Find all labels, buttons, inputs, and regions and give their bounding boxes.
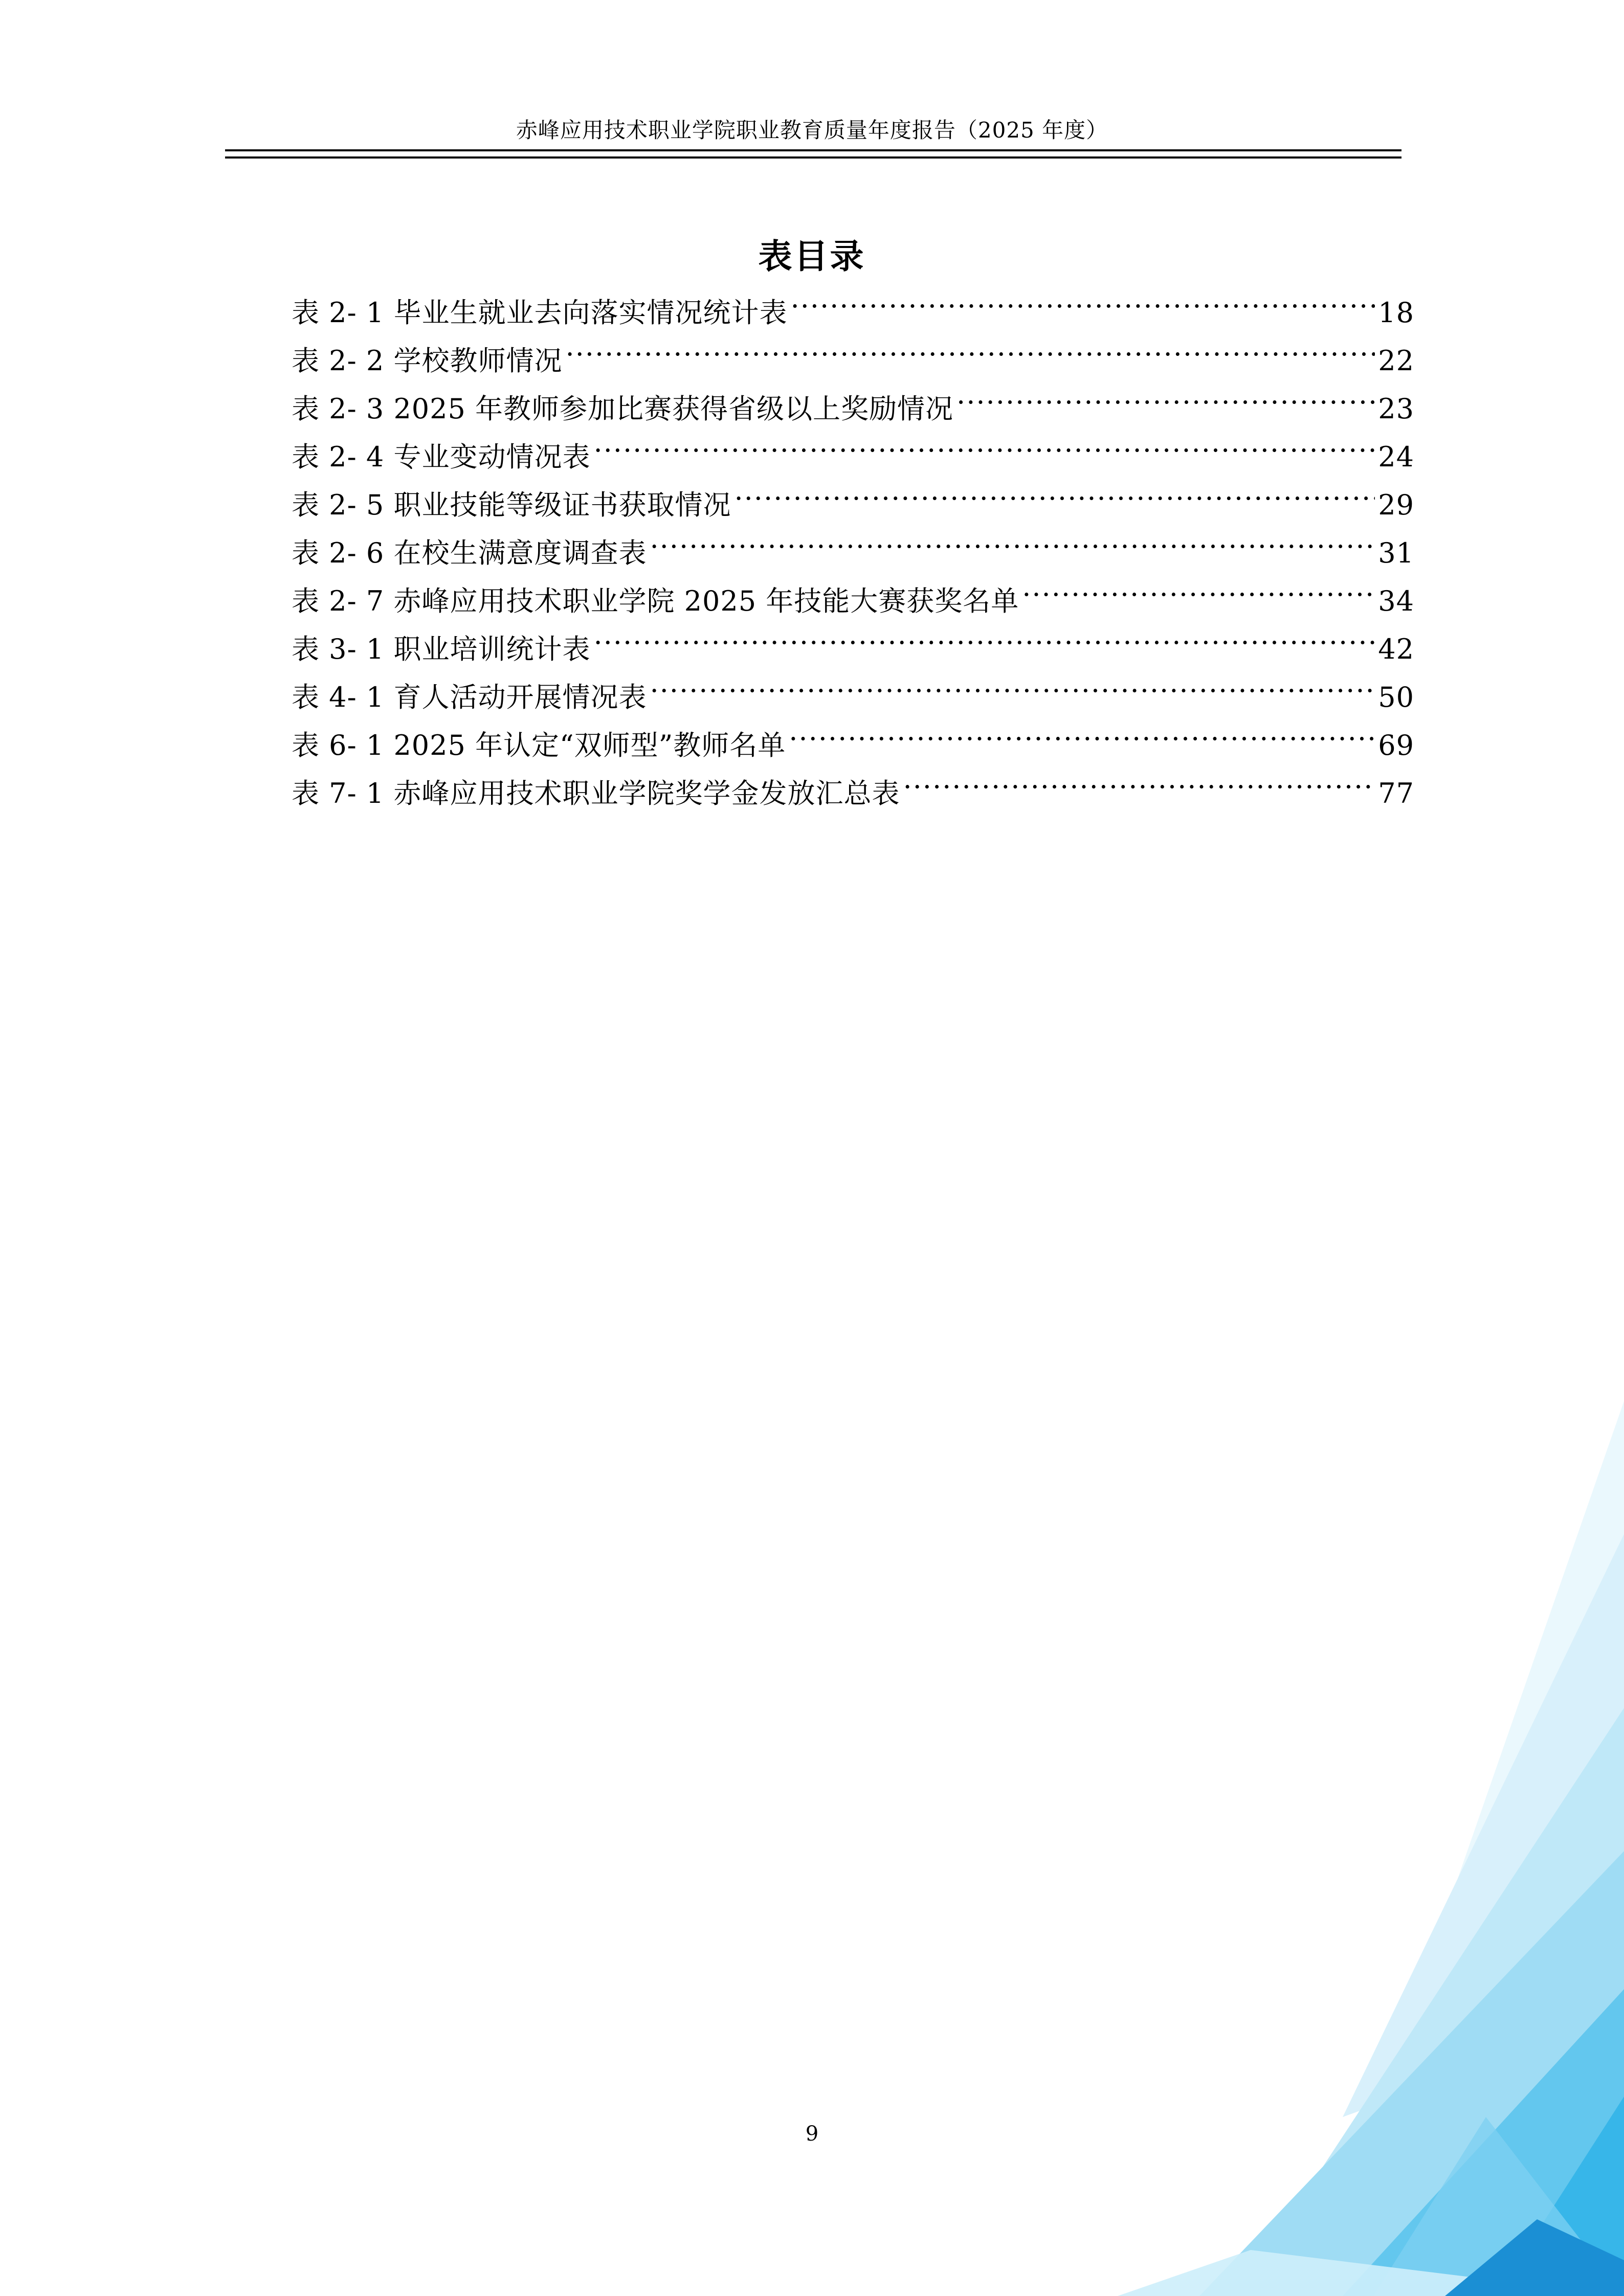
- toc-entry-page: 31: [1378, 537, 1414, 569]
- toc-entry-page: 18: [1378, 297, 1414, 329]
- toc-leader-dots: [593, 439, 1375, 466]
- toc-leader-dots: [956, 391, 1375, 418]
- toc-entry-label: 表 2- 3 2025 年教师参加比赛获得省级以上奖励情况: [292, 393, 954, 425]
- toc-leader-dots: [650, 679, 1375, 707]
- toc-entry-page: 50: [1378, 681, 1414, 713]
- header-rule-bottom: [225, 156, 1401, 159]
- toc-entry-label: 表 2- 2 学校教师情况: [292, 345, 563, 377]
- toc-entry-label: 表 2- 4 专业变动情况表: [292, 441, 591, 473]
- toc-entry-label: 表 2- 1 毕业生就业去向落实情况统计表: [292, 297, 788, 329]
- toc-leader-dots: [734, 487, 1375, 514]
- page-number: 9: [805, 2122, 819, 2146]
- toc-leader-dots: [1022, 583, 1375, 611]
- toc-leader-dots: [565, 343, 1375, 370]
- list-item[interactable]: [292, 337, 1414, 385]
- toc-entry-label: 表 2- 5 职业技能等级证书获取情况: [292, 489, 731, 521]
- list-item[interactable]: [292, 722, 1414, 770]
- toc-entry-page: 22: [1378, 345, 1414, 377]
- toc-leader-dots: [650, 535, 1375, 562]
- toc-entry-label: 表 2- 7 赤峰应用技术职业学院 2025 年技能大赛获奖名单: [292, 585, 1019, 617]
- toc-entry-page: 77: [1378, 777, 1414, 809]
- list-item[interactable]: [292, 577, 1414, 625]
- toc-entry-page: 24: [1378, 441, 1414, 473]
- table-of-figures-list: [292, 289, 1414, 818]
- running-header: [0, 118, 1624, 143]
- toc-entry-label: 表 2- 6 在校生满意度调查表: [292, 537, 647, 569]
- list-item[interactable]: [292, 385, 1414, 433]
- header-rule-top: [225, 149, 1401, 151]
- running-header-title: 赤峰应用技术职业学院职业教育质量年度报告（2025 年度）: [516, 118, 1108, 143]
- toc-entry-page: 34: [1378, 585, 1414, 617]
- toc-leader-dots: [789, 727, 1375, 755]
- page-title: 表目录: [758, 237, 866, 276]
- toc-entry-page: 23: [1378, 393, 1414, 425]
- toc-entry-page: 42: [1378, 633, 1414, 665]
- list-item[interactable]: [292, 770, 1414, 818]
- toc-leader-dots: [593, 631, 1375, 659]
- list-item[interactable]: [292, 289, 1414, 337]
- toc-entry-label: 表 4- 1 育人活动开展情况表: [292, 681, 647, 713]
- list-item[interactable]: [292, 481, 1414, 529]
- list-item[interactable]: [292, 625, 1414, 673]
- toc-entry-label: 表 3- 1 职业培训统计表: [292, 633, 591, 665]
- toc-entry-page: 69: [1378, 729, 1414, 761]
- toc-leader-dots: [790, 295, 1375, 322]
- toc-entry-label: 表 6- 1 2025 年认定“双师型”教师名单: [292, 729, 786, 761]
- list-item[interactable]: [292, 433, 1414, 481]
- list-item[interactable]: [292, 529, 1414, 577]
- toc-entry-page: 29: [1378, 489, 1414, 521]
- list-item[interactable]: [292, 673, 1414, 722]
- toc-leader-dots: [903, 775, 1375, 803]
- toc-entry-label: 表 7- 1 赤峰应用技术职业学院奖学金发放汇总表: [292, 777, 900, 809]
